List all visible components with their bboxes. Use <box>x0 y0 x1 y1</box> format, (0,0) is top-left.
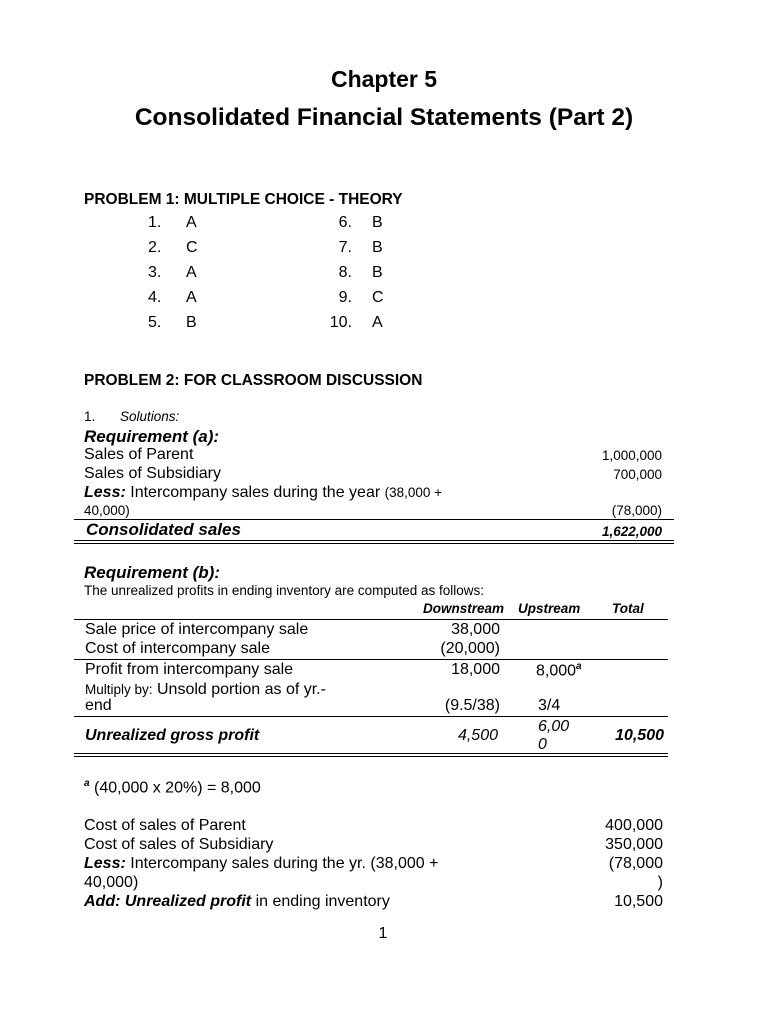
unsold-portion-downstream: (9.5/38) <box>444 697 500 714</box>
solutions-label: Solutions: <box>120 409 180 424</box>
answer-choice: C <box>372 289 384 306</box>
less-text: Intercompany sales during the year <box>130 484 381 501</box>
unsold-portion-label: Unsold portion as of yr.- <box>156 681 326 698</box>
problem1-heading: PROBLEM 1: MULTIPLE CHOICE - THEORY <box>84 191 403 208</box>
double-rule-bottom <box>74 543 674 544</box>
cos-less-text: Intercompany sales during the yr. (38,000 + <box>130 855 439 872</box>
double-rule-top <box>74 540 674 541</box>
unrealized-profit-label: Unrealized gross profit <box>85 727 260 744</box>
answer-number: 10. <box>329 314 352 331</box>
answer-choice: B <box>372 239 383 256</box>
rule <box>74 716 668 717</box>
sales-subsidiary-value: 700,000 <box>613 467 662 482</box>
answer-choice: A <box>372 314 383 331</box>
profit-downstream: 18,000 <box>451 661 500 678</box>
answer-choice: C <box>186 239 198 256</box>
consolidated-sales-label: Consolidated sales <box>86 520 241 539</box>
answer-choice: B <box>372 214 383 231</box>
cos-less-value-wrap: ) <box>657 874 663 891</box>
footnote-marker: a <box>84 778 90 789</box>
cost-downstream: (20,000) <box>440 640 500 657</box>
answer-number: 7. <box>338 239 352 256</box>
column-header-downstream: Downstream <box>422 601 504 616</box>
cos-subsidiary-value: 350,000 <box>605 836 663 853</box>
page-number: 1 <box>378 925 388 942</box>
answer-choice: A <box>186 264 197 281</box>
answer-choice: B <box>186 314 197 331</box>
answer-number: 4. <box>148 289 162 306</box>
requirement-a-label: Requirement (a): <box>84 427 220 446</box>
sales-parent-label: Sales of Parent <box>84 446 194 463</box>
cos-add-row <box>84 893 390 911</box>
cos-parent-value: 400,000 <box>605 817 663 834</box>
footnote <box>84 778 261 797</box>
chapter-heading: Chapter 5 <box>330 66 438 92</box>
sale-price-label: Sale price of intercompany sale <box>85 621 309 638</box>
unrealized-profit-downstream: 4,500 <box>457 727 498 744</box>
rule <box>74 619 668 620</box>
double-rule-top <box>74 753 668 754</box>
cos-less-row <box>84 855 438 873</box>
profit-upstream-value: 8,000 <box>536 662 577 680</box>
requirement-b-intro: The unrealized profits in ending inventory are computed as follows: <box>84 583 484 598</box>
unsold-portion-upstream: 3/4 <box>538 697 561 714</box>
profit-label: Profit from intercompany sale <box>85 661 294 678</box>
cos-less-text-continued: 40,000) <box>84 874 139 891</box>
answer-number: 8. <box>338 264 352 281</box>
less-intercompany-row <box>84 484 442 502</box>
cos-less-value: (78,000 <box>608 855 663 872</box>
sales-parent-value: 1,000,000 <box>601 448 662 463</box>
answer-number: 2. <box>148 239 162 256</box>
answer-choice: A <box>186 214 197 231</box>
answer-number: 9. <box>338 289 352 306</box>
answer-choice: B <box>372 264 383 281</box>
problem2-heading: PROBLEM 2: FOR CLASSROOM DISCUSSION <box>84 372 423 389</box>
answer-choice: A <box>186 289 197 306</box>
answer-number: 1. <box>148 214 162 231</box>
cos-parent-label: Cost of sales of Parent <box>84 817 246 834</box>
multiply-by-row <box>85 681 326 699</box>
cos-add-label: Add: Unrealized profit <box>84 893 252 910</box>
column-header-upstream: Upstream <box>518 601 581 616</box>
footnote-marker: a <box>576 661 582 672</box>
column-header-total: Total <box>612 601 644 616</box>
cost-label: Cost of intercompany sale <box>85 640 270 657</box>
rule <box>74 659 668 660</box>
less-intercompany-value: (78,000) <box>611 503 662 518</box>
unsold-portion-label-end: end <box>85 697 112 714</box>
footnote-text: (40,000 x 20%) = 8,000 <box>94 779 261 797</box>
cos-add-text: in ending inventory <box>255 893 390 910</box>
consolidated-sales-value: 1,622,000 <box>601 524 662 539</box>
multiply-by-label: Multiply by: <box>85 682 153 697</box>
item-number: 1. <box>84 409 96 424</box>
answer-number: 6. <box>338 214 352 231</box>
cos-add-value: 10,500 <box>614 893 663 910</box>
cos-less-label: Less: <box>84 855 126 872</box>
profit-upstream <box>536 661 582 680</box>
answer-number: 5. <box>148 314 162 331</box>
unrealized-profit-upstream-wrap: 0 <box>538 736 547 753</box>
unrealized-profit-upstream: 6,00 <box>538 718 570 735</box>
sale-price-downstream: 38,000 <box>451 621 500 638</box>
page-title: Consolidated Financial Statements (Part 2) <box>134 104 634 131</box>
unrealized-profit-total: 10,500 <box>615 727 664 744</box>
sales-subsidiary-label: Sales of Subsidiary <box>84 465 221 482</box>
less-detail-continued: 40,000) <box>84 503 130 518</box>
double-rule-bottom <box>74 756 668 757</box>
cos-subsidiary-label: Cost of sales of Subsidiary <box>84 836 274 853</box>
less-detail: (38,000 + <box>384 485 443 500</box>
answer-number: 3. <box>148 264 162 281</box>
less-label: Less: <box>84 484 126 501</box>
requirement-b-label: Requirement (b): <box>84 563 220 582</box>
